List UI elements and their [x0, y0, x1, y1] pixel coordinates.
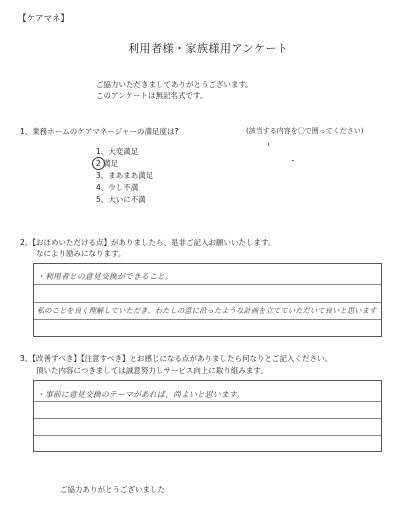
footer-thanks: ご協力ありがとうございました	[60, 485, 165, 494]
q3-question-line-1: 3、【改善すべき】【注意すべき】とお感じになる点がありましたら何なりとご記入ください。	[20, 354, 332, 363]
answer-line	[34, 302, 381, 303]
q2-question-line-1: 2、【おほめいただける点】がありましたら、是非ご記入お願いいたします。	[20, 238, 276, 247]
scan-speck	[292, 160, 294, 161]
q1-option-3[interactable]: 3、まあまあ満足	[96, 171, 154, 180]
answer-line	[34, 284, 381, 285]
answer-line	[34, 319, 381, 320]
page-title: 利用者様・家族様用アンケート	[128, 42, 289, 55]
scan-speck	[268, 143, 269, 146]
q1-option-4[interactable]: 4、少し不満	[96, 183, 139, 192]
q3-handwritten-answer-1: ・事前に意見交換のテーマがあれば、尚よいと思います。	[37, 390, 245, 399]
intro-line-2: このアンケートは無記名式です。	[96, 91, 208, 100]
q2-question-line-2: なにより励みになります。	[36, 249, 126, 258]
q3-question-line-2: 頂いた内容につきましては誠意努力しサービス向上に取り組みます。	[36, 366, 268, 375]
q2-answer-box[interactable]	[33, 263, 382, 337]
header-tag: 【ケアマネ】	[18, 14, 70, 24]
answer-line	[34, 418, 381, 419]
q3-answer-box[interactable]	[33, 380, 382, 452]
q1-option-2[interactable]: 2 満足	[96, 159, 119, 168]
q1-instruction: (該当する内容を〇で囲ってください)	[246, 127, 364, 135]
q2-handwritten-answer-1: ・利用者との意見交換ができること。	[37, 272, 173, 281]
selected-answer-circle	[92, 157, 105, 170]
q2-handwritten-answer-2: 私のことを良く理解していただき、わたしの意に沿ったような計画を立てていただいて良いと思います	[37, 306, 377, 315]
q1-option-1[interactable]: 1、大変満足	[96, 147, 139, 156]
answer-line	[34, 435, 381, 436]
intro-line-1: ご協力いただきましてありがとうございます。	[96, 80, 253, 89]
q1-option-5[interactable]: 5、大いに不満	[96, 195, 146, 204]
q1-question: 1、業務ホームのケアマネージャーの満足度は?	[20, 127, 179, 136]
answer-line	[34, 401, 381, 402]
